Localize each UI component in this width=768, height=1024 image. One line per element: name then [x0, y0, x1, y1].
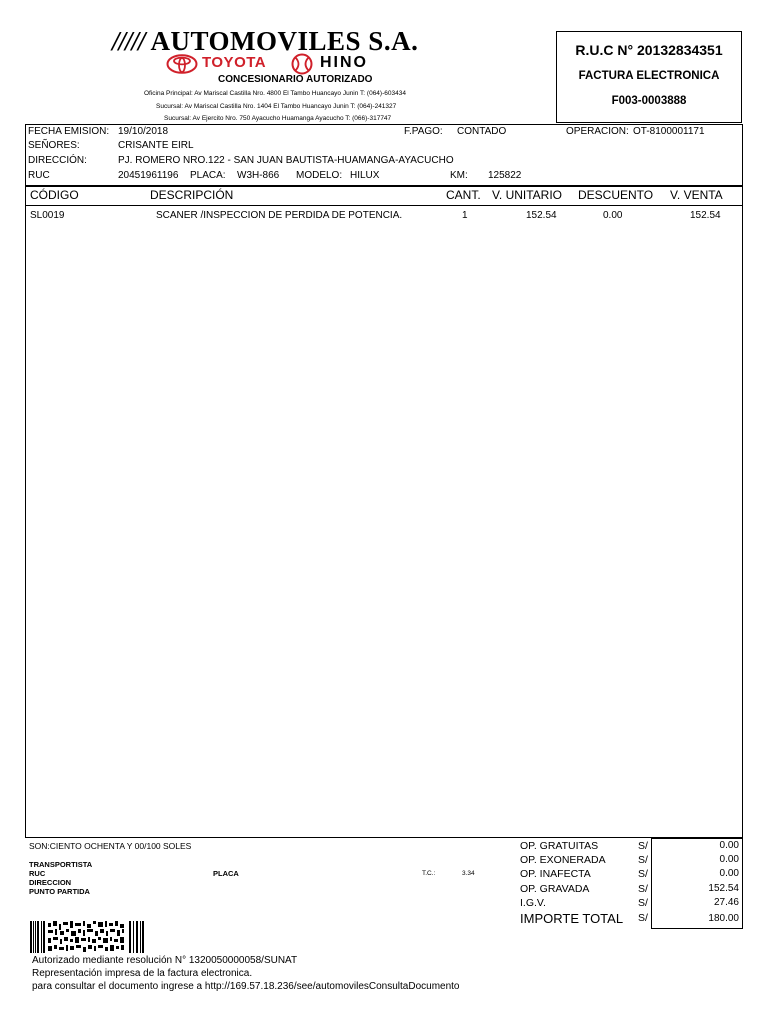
- ruc-box: [556, 31, 742, 123]
- total-value: 180.00: [708, 913, 739, 924]
- hino-logo-icon: [288, 53, 316, 75]
- company-name: [112, 26, 418, 57]
- footer-consult-link[interactable]: para consultar el documento ingrese a http://169.57.18.236/see/automovilesConsultaDocumento: [32, 981, 460, 992]
- brand-bars: /////: [112, 26, 145, 56]
- invoice-number: F003-0003888: [611, 95, 687, 107]
- total-value: 27.46: [713, 897, 739, 908]
- row-v-venta: 152.54: [690, 210, 721, 221]
- total-currency: S/: [638, 854, 648, 866]
- total-currency: S/: [638, 840, 648, 852]
- col-v-unitario: V. UNITARIO: [492, 188, 563, 202]
- fpago-value: CONTADO: [457, 126, 507, 137]
- total-label: OP. GRAVADA: [520, 883, 590, 895]
- col-descuento: DESCUENTO: [578, 188, 654, 202]
- modelo-value: HILUX: [350, 170, 380, 181]
- operacion-value: OT-8100001171: [633, 126, 705, 137]
- total-label: OP. INAFECTA: [520, 868, 591, 880]
- placa-label: PLACA:: [190, 170, 226, 181]
- invoice-ruc: R.U.C N° 20132834351: [575, 42, 723, 58]
- transport-direccion-label: DIRECCION: [29, 878, 72, 887]
- fecha-label: FECHA EMISION:: [28, 126, 110, 137]
- punto-partida-label: PUNTO PARTIDA: [29, 887, 90, 896]
- transportista-label: TRANSPORTISTA: [29, 860, 93, 869]
- row-cant: 1: [462, 210, 468, 221]
- km-label: KM:: [450, 170, 468, 181]
- total-label: IMPORTE TOTAL: [520, 911, 624, 926]
- col-descripcion: DESCRIPCIÓN: [150, 188, 234, 202]
- tc-label: T.C.:: [422, 870, 436, 877]
- row-descuento: 0.00: [603, 210, 623, 221]
- operacion-label: OPERACION:: [566, 126, 629, 137]
- fecha-value: 19/10/2018: [118, 126, 169, 137]
- col-v-venta: V. VENTA: [670, 188, 723, 202]
- table-header-divider: [25, 205, 743, 206]
- total-value: 0.00: [719, 840, 739, 851]
- total-currency: S/: [638, 897, 648, 909]
- total-label: OP. EXONERADA: [520, 854, 606, 866]
- fpago-label: F.PAGO:: [404, 126, 443, 137]
- hino-word: HINO: [320, 54, 368, 71]
- total-value: 0.00: [719, 868, 739, 879]
- ruc-label: RUC: [28, 170, 50, 181]
- direccion-label: DIRECCIÓN:: [28, 155, 87, 166]
- direccion-value: PJ. ROMERO NRO.122 - SAN JUAN BAUTISTA-HUAMANGA-AYACUCHO: [118, 155, 454, 166]
- tc-value: 3.34: [462, 870, 475, 877]
- address-line: Sucursal: Av Ejercito Nro. 750 Ayacucho Huamanga Ayacucho T: (066)-317747: [164, 115, 392, 122]
- senores-value: CRISANTE EIRL: [118, 140, 194, 151]
- transport-placa-label: PLACA: [213, 869, 239, 878]
- footer-authorization: Autorizado mediante resolución N° 1320050000058/SUNAT: [32, 955, 298, 966]
- address-line: Oficina Principal: Av Mariscal Castilla Nro. 4800 El Tambo Huancayo Junin T: (064)-603434: [144, 90, 406, 97]
- address-line: Sucursal: Av Mariscal Castilla Nro. 1404 El Tambo Huancayo Junin T: (064)-241327: [156, 103, 397, 110]
- total-value: 0.00: [719, 854, 739, 865]
- brand-text: AUTOMOVILES S.A.: [150, 26, 419, 56]
- toyota-word: TOYOTA: [202, 54, 267, 71]
- pdf417-barcode-icon: [30, 921, 144, 953]
- ruc-value: 20451961196: [118, 170, 179, 181]
- col-cant: CANT.: [446, 188, 481, 202]
- row-v-unitario: 152.54: [526, 210, 557, 221]
- items-table: [25, 186, 743, 838]
- total-currency: S/: [638, 883, 648, 895]
- row-codigo: SL0019: [30, 210, 65, 221]
- amount-in-words: SON:CIENTO OCHENTA Y 00/100 SOLES: [29, 841, 192, 851]
- transport-ruc-label: RUC: [29, 869, 46, 878]
- total-label: I.G.V.: [520, 897, 546, 909]
- modelo-label: MODELO:: [296, 170, 343, 181]
- footer-representation: Representación impresa de la factura electronica.: [32, 968, 253, 979]
- total-value: 152.54: [708, 883, 739, 894]
- senores-label: SEÑORES:: [28, 140, 80, 151]
- totals-divider: [651, 838, 652, 929]
- placa-value: W3H-866: [237, 170, 280, 181]
- col-codigo: CÓDIGO: [30, 188, 79, 202]
- total-currency: S/: [638, 912, 648, 924]
- km-value: 125822: [488, 170, 522, 181]
- total-label: OP. GRATUITAS: [520, 840, 599, 852]
- invoice-type: FACTURA ELECTRONICA: [578, 70, 720, 82]
- total-currency: S/: [638, 868, 648, 880]
- row-descripcion: SCANER /INSPECCION DE PERDIDA DE POTENCIA.: [156, 210, 403, 221]
- toyota-logo-icon: [166, 54, 198, 74]
- dealer-label: CONCESIONARIO AUTORIZADO: [218, 74, 373, 85]
